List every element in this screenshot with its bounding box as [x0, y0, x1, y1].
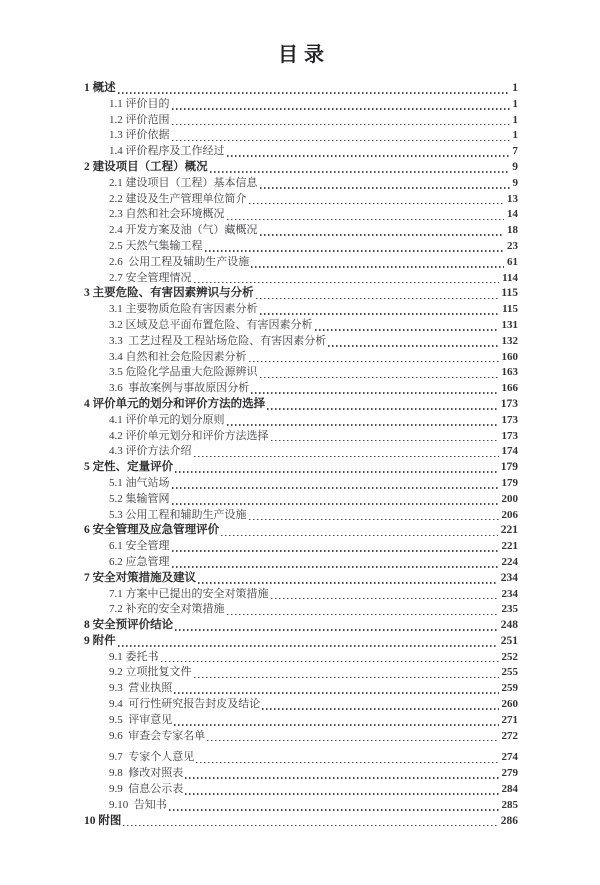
dotted-leader [175, 471, 498, 473]
toc-entry[interactable] [84, 413, 518, 429]
toc-entry-label: 7.1 方案中已提出的安全对策措施 [109, 587, 269, 600]
dotted-leader [249, 361, 499, 363]
toc-entry[interactable] [84, 255, 518, 271]
toc-entry-page: 279 [501, 767, 518, 780]
toc-entry-page: 274 [501, 751, 518, 764]
dotted-leader [123, 825, 497, 827]
toc-entry[interactable] [84, 286, 518, 302]
toc-entry-page: 7 [512, 145, 518, 158]
toc-entry-label: 9 附件 [84, 634, 116, 647]
toc-entry-page: 174 [501, 445, 518, 458]
dotted-leader [172, 566, 499, 568]
toc-entry-page: 200 [501, 492, 518, 505]
toc-entry-label: 2 建设项目（工程）概况 [84, 160, 208, 173]
toc-entry-label: 3.3 工艺过程及工程站场危险、有害因素分析 [109, 334, 327, 347]
toc-entry-page: 166 [501, 382, 518, 395]
toc-entry-label: 9.4 可行性研究报告封皮及结论 [109, 698, 261, 711]
dotted-leader [260, 377, 499, 379]
toc-entry-label: 9.6 审查会专家名单 [109, 729, 206, 742]
toc-entry-label: 4.1 评价单元的划分原则 [109, 413, 225, 426]
page-title: 目录 [278, 44, 330, 66]
toc-entry-page: 221 [501, 540, 518, 553]
toc-entry-label: 5.3 公用工程和辅助生产设施 [109, 508, 247, 521]
toc-entry[interactable] [84, 239, 518, 255]
dotted-leader [251, 392, 498, 394]
toc-entry-page: 114 [502, 271, 518, 284]
dotted-leader [194, 282, 500, 284]
dotted-leader [194, 677, 499, 679]
toc-entry-label: 2.7 安全管理情况 [109, 271, 192, 284]
dotted-leader [169, 809, 499, 811]
toc-entry[interactable] [84, 334, 518, 350]
dotted-leader [210, 171, 510, 173]
toc-entry[interactable] [84, 713, 518, 729]
toc-entry-label: 1.1 评价目的 [109, 97, 170, 110]
toc-entry[interactable] [84, 271, 518, 287]
dotted-leader [174, 692, 498, 694]
toc-entry[interactable] [84, 665, 518, 681]
toc-entry-label: 9.3 营业执照 [109, 682, 173, 695]
toc-entry-page: 1 [512, 113, 518, 126]
toc-entry[interactable] [84, 350, 518, 366]
toc-entry[interactable] [84, 192, 518, 208]
toc-entry[interactable] [84, 681, 518, 697]
dotted-leader [172, 550, 499, 552]
toc-entry[interactable] [84, 766, 518, 782]
toc-entry-page: 251 [500, 634, 518, 647]
toc-entry-page: 173 [501, 429, 518, 442]
dotted-leader [172, 124, 510, 126]
toc-entry-label: 4.3 评价方法介绍 [109, 445, 192, 458]
toc-entry-page: 260 [501, 698, 518, 711]
toc-entry-page: 206 [501, 508, 518, 521]
dotted-leader [260, 187, 510, 189]
toc-entry[interactable] [84, 555, 518, 571]
toc-entry-label: 2.6 公用工程及辅助生产设施 [109, 255, 250, 268]
toc-entry[interactable] [84, 365, 518, 381]
toc-entry-page: 9 [512, 160, 518, 173]
dotted-leader [249, 203, 505, 205]
toc-entry[interactable] [84, 318, 518, 334]
toc-entry-label: 2.3 自然和社会环境概况 [109, 208, 225, 221]
toc-entry-label: 9.9 信息公示表 [109, 783, 184, 796]
toc-entry-page: 173 [501, 413, 518, 426]
toc-entry[interactable] [84, 750, 518, 766]
toc-entry-page: 284 [501, 783, 518, 796]
toc-entry-label: 3.2 区域及总平面布置危险、有害因素分析 [109, 318, 313, 331]
toc-entry-label: 6.1 安全管理 [109, 540, 170, 553]
toc-entry-label: 1 概述 [84, 82, 116, 94]
toc-entry-page: 285 [501, 798, 518, 811]
toc-entry[interactable] [84, 381, 518, 397]
toc-entry[interactable] [84, 160, 518, 176]
toc-entry[interactable] [84, 814, 518, 830]
toc-entry-page: 131 [501, 318, 518, 331]
dotted-leader [185, 793, 498, 795]
toc-entry-page: 1 [512, 82, 518, 94]
dotted-leader [118, 645, 498, 647]
toc-entry-label: 9.7 专家个人意见 [109, 751, 195, 764]
toc-entry[interactable] [84, 571, 518, 587]
dotted-leader [260, 313, 500, 315]
toc-entry-label: 3.1 主要物质危险有害因素分析 [109, 303, 258, 316]
dotted-leader [227, 614, 499, 616]
toc-entry-label: 9.8 修改对照表 [109, 767, 184, 780]
toc-entry-label: 9.10 告知书 [109, 798, 167, 811]
toc-entry[interactable] [84, 782, 518, 798]
toc-entry[interactable] [84, 697, 518, 713]
toc-entry-label: 5.1 油气站场 [109, 476, 170, 489]
dotted-leader [256, 298, 499, 300]
dotted-leader [227, 219, 505, 221]
toc-entry-label: 2.2 建设及生产管理单位简介 [109, 192, 247, 205]
toc-entry-label: 3.5 危险化学品重大危险源辨识 [109, 366, 258, 379]
toc-entry-page: 179 [501, 476, 518, 489]
dotted-leader [328, 345, 498, 347]
toc-entry-page: 224 [501, 555, 518, 568]
toc-entry-page: 14 [507, 208, 518, 221]
dotted-leader [172, 487, 499, 489]
toc-entry-page: 255 [501, 666, 518, 679]
dotted-leader [221, 535, 498, 537]
toc-entry[interactable] [84, 523, 518, 539]
toc-entry[interactable] [84, 492, 518, 508]
toc-entry-page: 259 [501, 682, 518, 695]
dotted-leader [249, 519, 499, 521]
dotted-leader [227, 424, 499, 426]
dotted-leader [118, 92, 510, 94]
toc-entry-page: 234 [501, 587, 518, 600]
dotted-leader [175, 629, 498, 631]
toc-entry[interactable] [84, 444, 518, 460]
toc-entry[interactable] [84, 476, 518, 492]
toc-entry[interactable] [84, 602, 518, 618]
toc-entry[interactable] [84, 618, 518, 634]
toc-entry-label: 1.3 评价依据 [109, 129, 170, 142]
dotted-leader [174, 724, 498, 726]
toc-entry-page: 115 [501, 287, 518, 300]
toc-entry-page: 61 [507, 255, 518, 268]
dotted-leader [260, 234, 505, 236]
toc-entry-label: 3 主要危险、有害因素辨识与分析 [84, 287, 254, 300]
dotted-leader [196, 762, 498, 764]
toc-entry-page: 1 [512, 97, 518, 110]
toc-entry-page: 173 [500, 397, 518, 410]
dotted-leader [194, 456, 499, 458]
toc-entry-label: 6.2 应急管理 [109, 555, 170, 568]
toc-entry[interactable] [84, 207, 518, 223]
toc-entry-label: 5.2 集输管网 [109, 492, 170, 505]
dotted-leader [271, 440, 499, 442]
toc-entry-page: 132 [501, 334, 518, 347]
toc-entry[interactable] [84, 113, 518, 129]
dotted-leader [271, 598, 499, 600]
toc-entry-page: 160 [501, 350, 518, 363]
dotted-leader [172, 140, 510, 142]
toc-entry[interactable] [84, 429, 518, 445]
toc-entry-label: 1.4 评价程序及工作经过 [109, 145, 225, 158]
toc-entry-page: 163 [501, 366, 518, 379]
dotted-leader [205, 250, 505, 252]
toc-entry-page: 272 [501, 729, 518, 742]
toc-entry-page: 248 [500, 619, 518, 632]
toc-entry-page: 179 [500, 461, 518, 474]
toc-entry-page: 1 [512, 129, 518, 142]
dotted-leader [161, 661, 499, 663]
toc-entry-label: 9.5 评审意见 [109, 713, 173, 726]
dotted-leader [172, 503, 499, 505]
toc-entry-page: 115 [502, 303, 518, 316]
toc-entry[interactable] [84, 302, 518, 318]
dotted-leader [315, 329, 499, 331]
toc-list [84, 81, 518, 829]
toc-entry-page: 286 [500, 814, 518, 827]
dotted-leader [227, 155, 510, 157]
dotted-leader [185, 777, 498, 779]
toc-entry-page: 271 [501, 713, 518, 726]
toc-entry-label: 6 安全管理及应急管理评价 [84, 524, 220, 537]
toc-entry-page: 252 [501, 650, 518, 663]
toc-entry-label: 9.2 立项批复文件 [109, 666, 192, 679]
toc-entry-label: 3.4 自然和社会危险因素分析 [109, 350, 247, 363]
toc-entry-page: 9 [512, 176, 518, 189]
toc-entry-label: 8 安全预评价结论 [84, 619, 174, 632]
toc-entry-page: 13 [507, 192, 518, 205]
toc-entry[interactable] [84, 729, 518, 745]
toc-entry-label: 4.2 评价单元划分和评价方法选择 [109, 429, 269, 442]
toc-entry-page: 221 [500, 524, 518, 537]
toc-entry-page: 235 [501, 603, 518, 616]
toc-entry[interactable] [84, 397, 518, 413]
toc-entry[interactable] [84, 798, 518, 814]
toc-entry[interactable] [84, 587, 518, 603]
dotted-leader [207, 740, 498, 742]
toc-entry-label: 1.2 评价范围 [109, 113, 170, 126]
toc-entry[interactable] [84, 128, 518, 144]
dotted-leader [251, 266, 504, 268]
toc-entry[interactable] [84, 460, 518, 476]
toc-entry[interactable] [84, 634, 518, 650]
dotted-leader [262, 708, 498, 710]
dotted-leader [267, 408, 498, 410]
toc-entry[interactable] [84, 144, 518, 160]
toc-entry[interactable] [84, 97, 518, 113]
toc-entry[interactable] [84, 176, 518, 192]
toc-entry[interactable] [84, 508, 518, 524]
toc-entry[interactable] [84, 81, 518, 97]
toc-entry-label: 2.4 开发方案及油（气）藏概况 [109, 224, 258, 237]
toc-entry-page: 23 [507, 239, 518, 252]
toc-entry-page: 234 [500, 571, 518, 584]
toc-entry[interactable] [84, 539, 518, 555]
toc-entry-label: 7.2 补充的安全对策措施 [109, 603, 225, 616]
toc-entry-label: 3.6 事故案例与事故原因分析 [109, 382, 250, 395]
toc-entry-label: 2.5 天然气集输工程 [109, 239, 203, 252]
toc-entry-label: 4 评价单元的划分和评价方法的选择 [84, 397, 266, 410]
toc-entry-label: 7 安全对策措施及建议 [84, 571, 197, 584]
toc-entry-label: 2.1 建设项目（工程）基本信息 [109, 176, 258, 189]
toc-entry-label: 10 附图 [84, 814, 122, 827]
toc-entry-page: 18 [507, 224, 518, 237]
dotted-leader [198, 582, 498, 584]
toc-entry[interactable] [84, 650, 518, 666]
toc-entry[interactable] [84, 223, 518, 239]
toc-entry-label: 9.1 委托书 [109, 650, 159, 663]
dotted-leader [172, 108, 510, 110]
toc-entry-label: 5 定性、定量评价 [84, 461, 174, 474]
